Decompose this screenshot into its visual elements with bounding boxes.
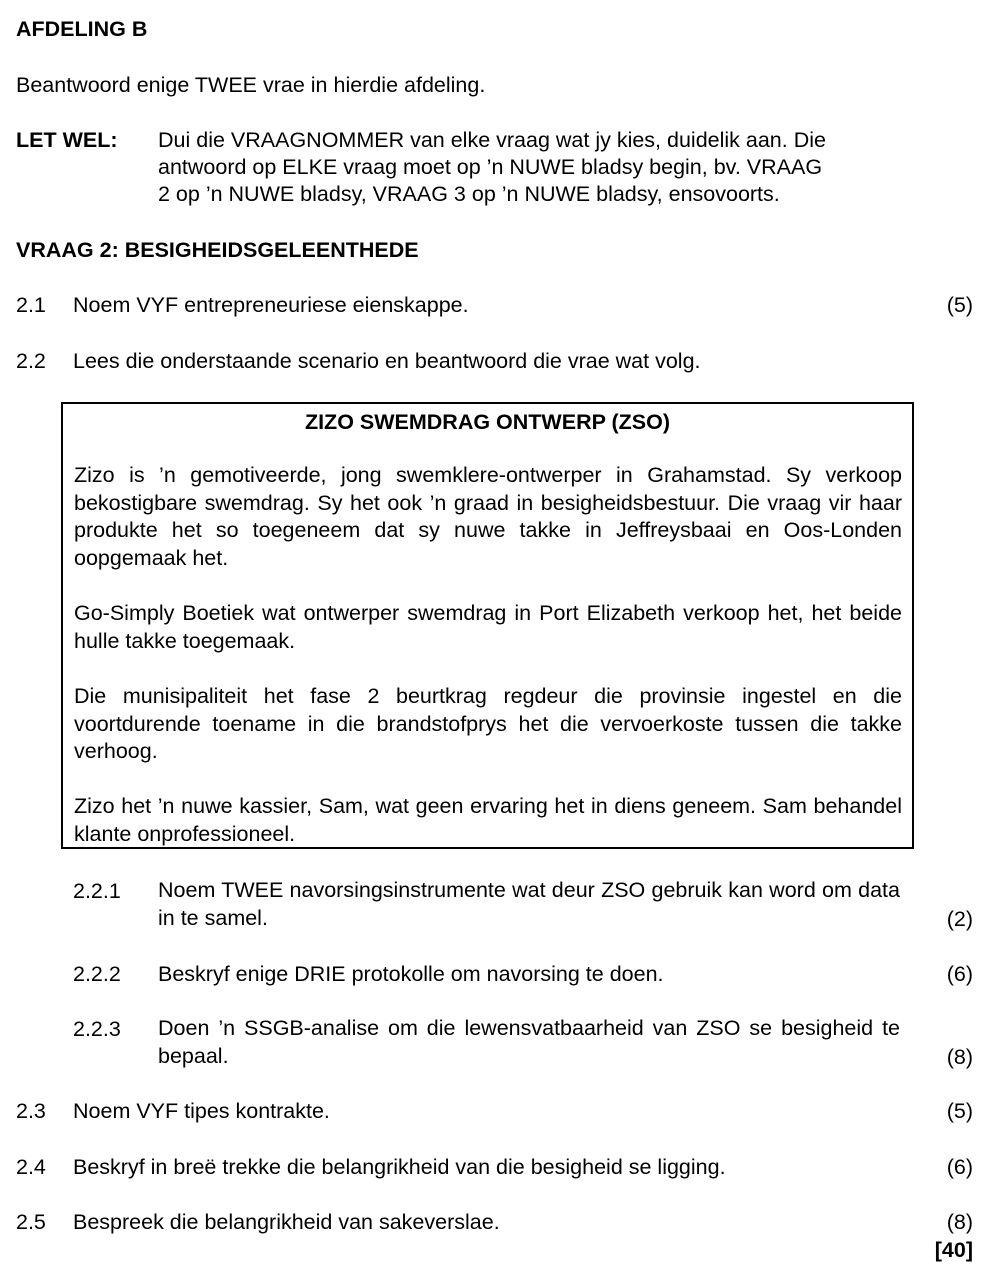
question-text: Noem VYF entrepreneuriese eienskappe. (73, 293, 469, 317)
question-text: Noem VYF tipes kontrakte. (73, 1099, 330, 1123)
scenario-paragraph: Go-Simply Boetiek wat ontwerper swemdrag in Port Elizabeth verkoop het, het beide hulle takke toegemaak. (74, 601, 902, 653)
note-label: LET WEL: (16, 128, 118, 152)
scenario-title: ZIZO SWEMDRAG ONTWERP (ZSO) (304, 410, 671, 434)
question-marks: (8) (946, 1045, 973, 1069)
question-number: 2.3 (16, 1099, 46, 1123)
question-text: Bespreek die belangrikheid van sakeverslae. (73, 1210, 500, 1234)
question-number: 2.5 (16, 1210, 46, 1234)
instruction-text: Beantwoord enige TWEE vrae in hierdie afdeling. (16, 73, 486, 97)
question-title: VRAAG 2: BESIGHEIDSGELEENTHEDE (16, 238, 419, 262)
section-title: AFDELING B (16, 17, 148, 41)
question-marks: (2) (946, 907, 973, 931)
question-marks: (5) (946, 1099, 973, 1123)
question-number: 2.4 (16, 1155, 46, 1179)
question-text: Lees die onderstaande scenario en beantwoord die vrae wat volg. (73, 349, 701, 373)
question-marks: (6) (946, 962, 973, 986)
question-marks: (8) (946, 1210, 973, 1234)
note-line: antwoord op ELKE vraag moet op ’n NUWE bladsy begin, bv. VRAAG (158, 155, 823, 179)
question-marks: (6) (946, 1155, 973, 1179)
question-marks: (5) (946, 293, 973, 317)
question-text: Beskryf in breë trekke die belangrikheid van die besigheid se ligging. (73, 1155, 726, 1179)
scenario-paragraph: Die munisipaliteit het fase 2 beurtkrag regdeur die provinsie ingestel en die voortdurende toename in die brandstofprys het die vervoerkoste tussen die takke verhoog. (74, 684, 902, 763)
question-text: Beskryf enige DRIE protokolle om navorsing te doen. (158, 962, 664, 986)
scenario-paragraph: Zizo het ’n nuwe kassier, Sam, wat geen ervaring het in diens geneem. Sam behandel klante onprofessioneel. (74, 794, 902, 846)
question-number: 2.2.3 (73, 1017, 121, 1041)
question-text: Noem TWEE navorsingsinstrumente wat deur ZSO gebruik kan word om data in te samel. (158, 878, 900, 930)
question-number: 2.2.2 (73, 962, 121, 986)
scenario-paragraph: Zizo is ’n gemotiveerde, jong swemklere-ontwerper in Grahamstad. Sy verkoop bekostigbare swemdrag. Sy het ook ’n graad in besigheidsbestuur. Die vraag vir haar produkte het so toegeneem dat sy nuwe takke in Jeffreysbaai en Oos-Londen oopgemaak het. (74, 463, 902, 570)
total-marks: [40] (934, 1238, 973, 1262)
question-text: Doen ’n SSGB-analise om die lewensvatbaarheid van ZSO se besigheid te bepaal. (158, 1016, 900, 1068)
question-number: 2.2.1 (73, 879, 121, 903)
note-line: 2 op ’n NUWE bladsy, VRAAG 3 op ’n NUWE bladsy, ensovoorts. (158, 182, 780, 206)
question-number: 2.2 (16, 349, 46, 373)
note-line: Dui die VRAAGNOMMER van elke vraag wat jy kies, duidelik aan. Die (158, 128, 826, 152)
scenario-box (61, 402, 914, 849)
question-number: 2.1 (16, 293, 46, 317)
